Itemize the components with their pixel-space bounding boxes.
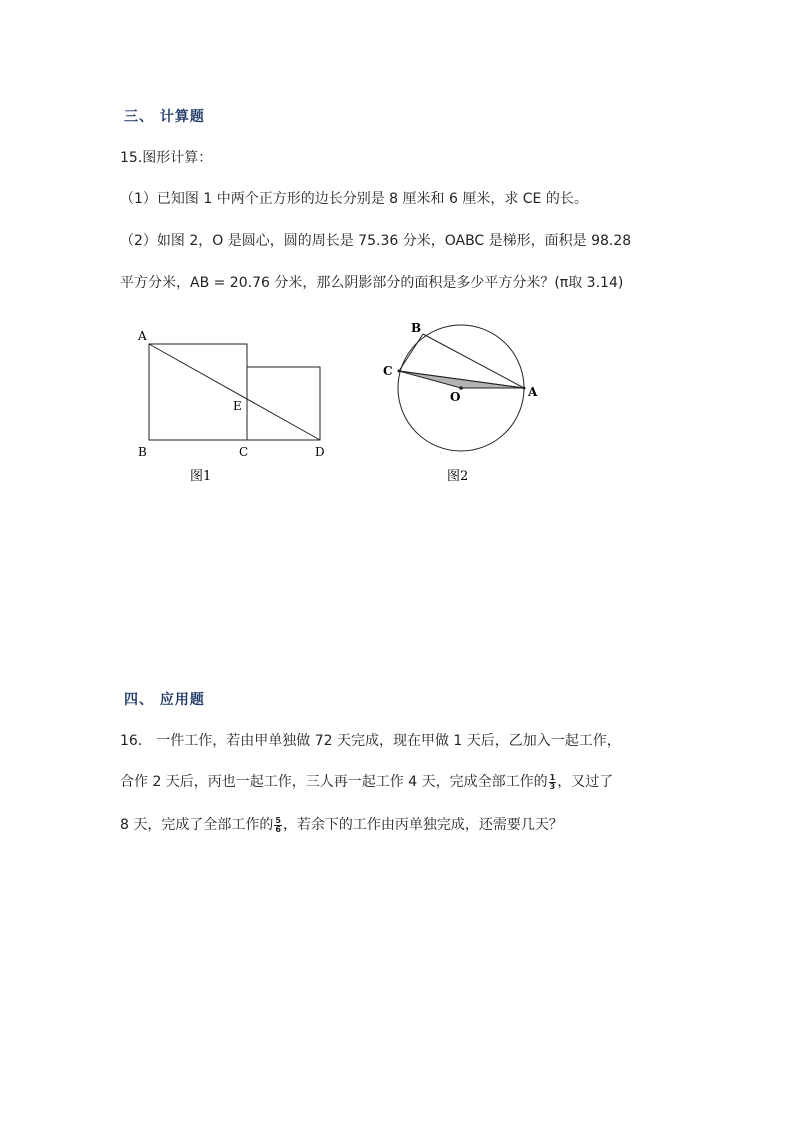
diagonal-line-ad — [149, 344, 320, 440]
point-c-dot — [398, 370, 401, 373]
figure-1-caption: 图1 — [190, 469, 212, 484]
point-a-dot — [523, 387, 526, 390]
large-square — [149, 344, 247, 440]
label-a: A — [138, 329, 147, 343]
question-15-title: 15.图形计算： — [120, 150, 213, 166]
label-d: D — [315, 445, 325, 459]
question-15-part1: （1）已知图 1 中两个正方形的边长分别是 8 厘米和 6 厘米，求 CE 的长。 — [120, 191, 588, 207]
fraction-numerator: 1 — [549, 772, 556, 782]
section-heading-calculation: 三、 计算题 — [124, 109, 205, 125]
fraction-five-sixths — [274, 817, 282, 834]
section-heading-application: 四、 应用题 — [124, 692, 205, 708]
label-a2: A — [528, 385, 538, 399]
label-e: E — [233, 399, 242, 413]
fraction-one-third — [549, 774, 557, 791]
figure-2-caption: 图2 — [447, 469, 469, 484]
label-o: O — [450, 390, 461, 404]
fraction-numerator: 5 — [275, 815, 281, 825]
label-c: C — [239, 445, 249, 459]
question-16-line3-tail: ，若余下的工作由丙单独完成，还需要几天？ — [282, 817, 563, 833]
question-16-line2 — [120, 772, 613, 792]
label-b2: B — [411, 321, 422, 335]
question-16-line3 — [120, 815, 563, 835]
question-16-line1: 16. 一件工作，若由甲单独做 72 天完成，现在甲做 1 天后，乙加入一起工作， — [120, 733, 621, 749]
question-16-line3-text: 8 天，完成了全部工作的 — [120, 817, 274, 833]
question-15-part2-line1: （2）如图 2，O 是圆心，圆的周长是 75.36 分米，OABC 是梯形，面积是 98.28 — [120, 233, 632, 249]
label-b: B — [138, 445, 147, 459]
question-16-line2-text: 合作 2 天后，丙也一起工作，三人再一起工作 4 天，完成全部工作的 — [120, 774, 548, 790]
figure-1-squares-diagram — [130, 320, 350, 490]
question-15-part2-line2: 平方分米，AB = 20.76 分米，那么阴影部分的面积是多少平方分米？(π取 3.14) — [120, 275, 624, 291]
small-square — [247, 367, 320, 440]
fraction-denominator: 6 — [275, 824, 281, 834]
question-16-line2-tail: ，又过了 — [557, 774, 614, 790]
segment-bc — [399, 334, 423, 371]
label-c2: C — [383, 364, 393, 378]
figure-2-circle-diagram — [375, 310, 555, 490]
fraction-denominator: 3 — [549, 781, 556, 791]
